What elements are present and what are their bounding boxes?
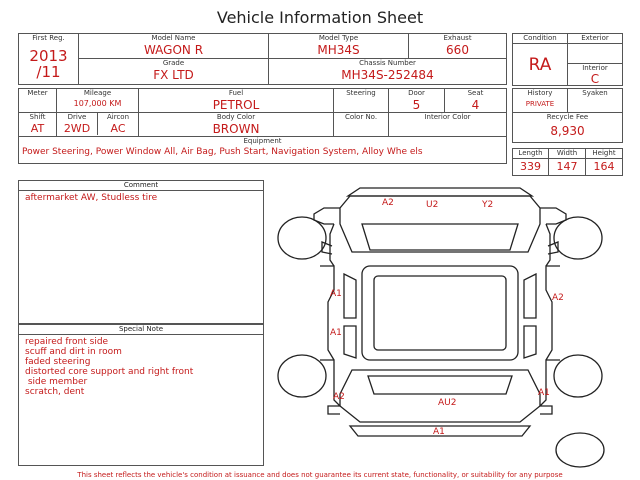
length-cell	[513, 159, 549, 176]
exhaust-value: 660	[446, 43, 469, 57]
model-type-value: MH34S	[317, 43, 360, 57]
condition-table	[512, 33, 623, 86]
wheel-front-right-icon	[554, 217, 602, 259]
comment-label: Comment	[19, 181, 263, 191]
aircon-subcell	[98, 113, 138, 135]
dimensions-table	[512, 148, 623, 176]
wheel-front-left-icon	[278, 217, 326, 259]
damage-mark: U2	[426, 200, 439, 210]
chassis-value: MH34S-252484	[341, 68, 434, 82]
left-side-profile	[314, 208, 340, 414]
exterior-label: Exterior	[581, 34, 609, 42]
windshield	[362, 224, 518, 250]
sheet-title: Vehicle Information Sheet	[216, 8, 424, 27]
special-note-line: scuff and dirt in room	[25, 347, 122, 357]
equipment-label: Equipment	[243, 137, 282, 145]
chassis-label: Chassis Number	[359, 59, 416, 67]
recycle-cell	[513, 113, 623, 143]
interior-label: Interior	[582, 64, 608, 72]
vehicle-basic-table	[18, 33, 507, 85]
car-damage-diagram	[270, 180, 622, 470]
condition-grade-cell	[513, 44, 568, 86]
spare-wheel-icon	[556, 433, 604, 467]
right-side-profile	[540, 208, 566, 414]
interior-color-cell	[389, 113, 507, 137]
syaken-cell	[568, 89, 623, 113]
mileage-label: Mileage	[83, 89, 112, 97]
special-note-lines	[19, 335, 263, 397]
length-label-cell	[513, 149, 549, 159]
shift-cell	[19, 113, 57, 137]
history-table	[512, 88, 623, 143]
model-name-label: Model Name	[151, 34, 196, 42]
grade-cell	[79, 59, 269, 85]
first-reg-year: 2013	[29, 47, 68, 65]
wheel-rear-left-icon	[278, 355, 326, 397]
grade-label: Grade	[162, 59, 185, 67]
width-value: 147	[556, 160, 578, 173]
history-value: PRIVATE	[525, 100, 555, 108]
seat-label: Seat	[467, 89, 484, 97]
damage-mark: A1	[538, 388, 550, 398]
condition-label: Condition	[523, 34, 557, 42]
door-label: Door	[408, 89, 425, 97]
steering-label: Steering	[346, 89, 376, 97]
special-note-line: distorted core support and right front	[25, 367, 194, 377]
mileage-cell	[57, 89, 139, 113]
height-cell	[586, 159, 623, 176]
first-reg-label: First Reg.	[32, 34, 65, 42]
damage-mark: A2	[382, 198, 394, 208]
height-label-cell	[586, 149, 623, 159]
aircon-value: AC	[110, 122, 126, 135]
chassis-cell	[269, 59, 507, 85]
seat-value: 4	[471, 98, 480, 112]
width-cell	[549, 159, 586, 176]
interior-cell	[568, 64, 623, 86]
door-value: 5	[412, 98, 421, 112]
damage-mark: A2	[552, 293, 564, 303]
damage-mark: AU2	[438, 398, 457, 408]
front-bumper	[348, 188, 532, 196]
exhaust-cell	[409, 34, 507, 59]
shift-value: AT	[30, 122, 45, 135]
rear-glass	[368, 376, 512, 394]
exhaust-label: Exhaust	[443, 34, 472, 42]
fuel-value: PETROL	[212, 98, 260, 112]
mileage-value: 107,000 KM	[73, 99, 122, 108]
grade-value: FX LTD	[153, 68, 194, 82]
rear-outline	[340, 370, 540, 422]
recycle-label: Recycle Fee	[546, 113, 589, 121]
drive-value: 2WD	[63, 122, 91, 135]
history-cell	[513, 89, 568, 113]
exterior-label-cell	[568, 34, 623, 44]
model-type-label: Model Type	[318, 34, 359, 42]
model-name-value: WAGON R	[143, 43, 204, 57]
roof-panel	[374, 276, 506, 350]
meter-cell	[19, 89, 57, 113]
comment-text: aftermarket AW, Studless tire	[25, 193, 158, 203]
recycle-value: 8,930	[550, 124, 585, 138]
length-value: 339	[520, 160, 541, 173]
width-label: Width	[556, 149, 578, 157]
color-no-cell	[334, 113, 389, 137]
window-left-front	[344, 274, 356, 318]
special-note-line: faded steering	[25, 357, 91, 367]
condition-label-cell	[513, 34, 568, 44]
window-right-front	[524, 274, 536, 318]
damage-mark: A1	[330, 289, 342, 299]
drive-aircon-cell	[57, 113, 139, 137]
length-label: Length	[518, 149, 543, 157]
equipment-cell	[19, 137, 507, 164]
vehicle-spec-table	[18, 88, 507, 164]
body-color-cell	[139, 113, 334, 137]
disclaimer-footer: This sheet reflects the vehicle's condition at issuance and does not guarantee its current state, functionality, or suitability for any purpose	[77, 471, 563, 479]
shift-label: Shift	[29, 113, 46, 121]
equipment-value: Power Steering, Power Window All, Air Bag, Push Start, Navigation System, Alloy Whe els	[22, 147, 423, 157]
height-label: Height	[592, 149, 616, 157]
body-color-value: BROWN	[212, 122, 260, 136]
special-note-line: scratch, dent	[25, 387, 85, 397]
damage-mark: Y2	[482, 200, 494, 210]
drive-subcell	[57, 113, 98, 135]
special-note-line: side member	[25, 377, 88, 387]
damage-mark: A2	[333, 392, 345, 402]
special-note-line: repaired front side	[25, 337, 109, 347]
syaken-label: Syaken	[582, 89, 608, 97]
width-label-cell	[549, 149, 586, 159]
window-right-rear	[524, 326, 536, 358]
wheel-rear-right-icon	[554, 355, 602, 397]
door-cell	[389, 89, 445, 113]
meter-label: Meter	[27, 89, 48, 97]
special-note-label: Special Note	[19, 325, 263, 335]
fuel-cell	[139, 89, 334, 113]
condition-grade: RA	[528, 54, 552, 75]
height-value: 164	[593, 160, 615, 173]
comment-box	[18, 180, 264, 324]
special-note-box	[18, 324, 264, 466]
drive-label: Drive	[67, 113, 87, 121]
interior-color-label: Interior Color	[424, 113, 471, 121]
color-no-label: Color No.	[344, 113, 378, 121]
body-color-label: Body Color	[216, 113, 256, 121]
aircon-label: Aircon	[106, 113, 130, 121]
first-reg-cell	[19, 34, 79, 85]
history-label: History	[527, 89, 553, 97]
fuel-label: Fuel	[228, 89, 244, 97]
window-left-rear	[344, 326, 356, 358]
roof-outline	[362, 266, 518, 360]
steering-cell	[334, 89, 389, 113]
first-reg-month: /11	[36, 63, 61, 81]
damage-mark: A1	[433, 427, 445, 437]
exterior-value-cell	[568, 44, 623, 64]
model-name-cell	[79, 34, 269, 59]
seat-cell	[445, 89, 507, 113]
model-type-cell	[269, 34, 409, 59]
damage-mark: A1	[330, 328, 342, 338]
interior-value: C	[590, 72, 600, 86]
